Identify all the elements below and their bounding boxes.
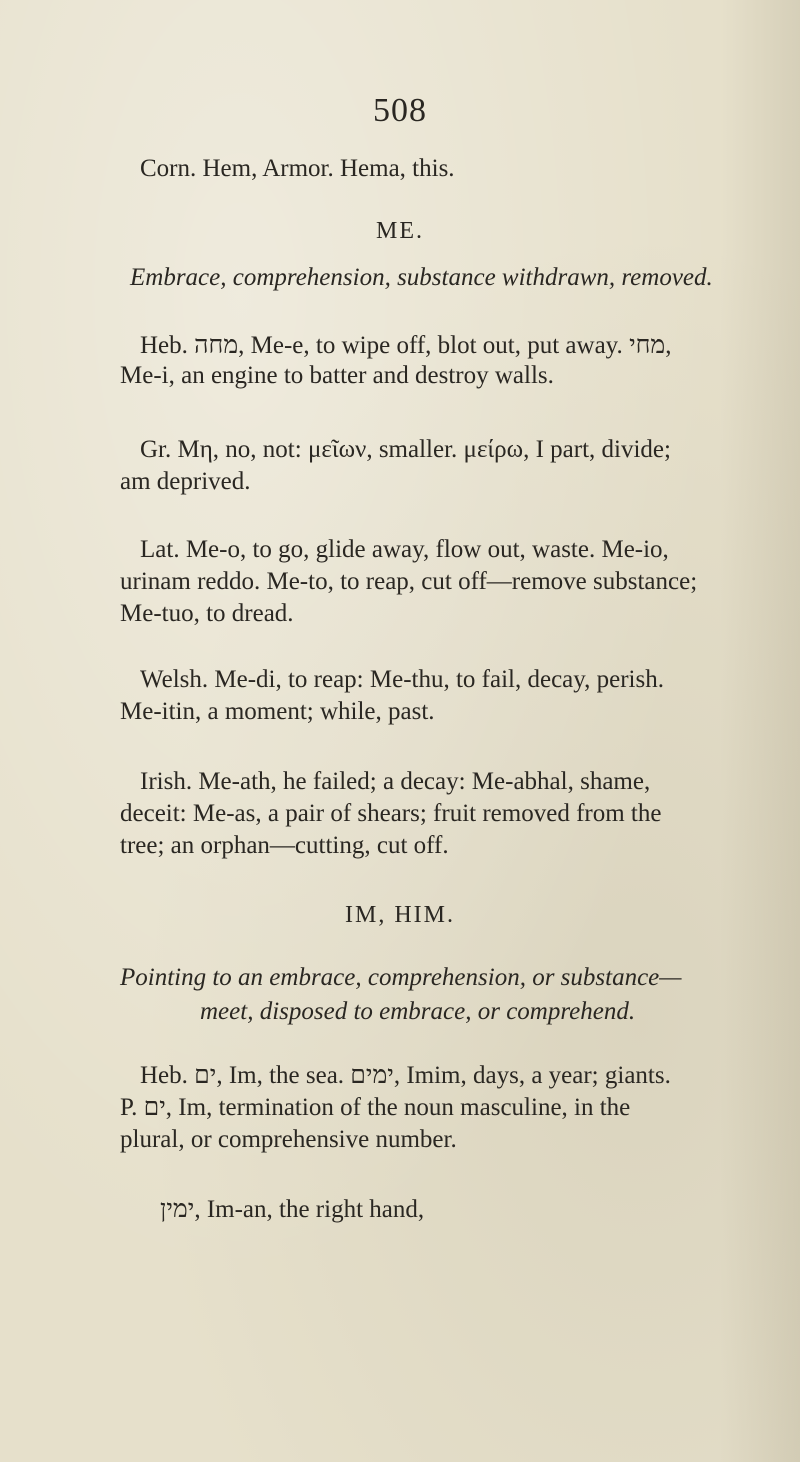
text-line: Me-itin, a moment; while, past. xyxy=(120,698,435,725)
text-line: P. ים, Im, termination of the noun masculine, in the xyxy=(120,1094,631,1121)
text-line: ימין, Im-an, the right hand, xyxy=(160,1196,425,1223)
text-line: tree; an orphan—cutting, cut off. xyxy=(120,832,449,859)
text-line: Heb. ים, Im, the sea. ימים, Imim, days, a year; giants. xyxy=(140,1062,671,1089)
section-heading-im: IM, HIM. xyxy=(345,902,455,928)
text-line: Lat. Me-o, to go, glide away, flow out, waste. Me-io, xyxy=(140,536,669,563)
text-line: Welsh. Me-di, to reap: Me-thu, to fail, decay, perish. xyxy=(140,666,664,693)
text-line: plural, or comprehensive number. xyxy=(120,1126,457,1153)
text-line: Me-i, an engine to batter and destroy walls. xyxy=(120,362,554,389)
text-line: Me-tuo, to dread. xyxy=(120,600,294,627)
page-number: 508 xyxy=(373,92,427,129)
section-heading-me: ME. xyxy=(376,218,424,244)
text-line: deceit: Me-as, a pair of shears; fruit removed from the xyxy=(120,800,662,827)
section-definition: Embrace, comprehension, substance withdrawn, removed. xyxy=(130,264,713,291)
text-line: Heb. מחה, Me-e, to wipe off, blot out, put away. מחי, xyxy=(140,332,672,359)
section-definition: Pointing to an embrace, comprehension, or substance— xyxy=(120,964,682,991)
text-line: Gr. Mη, no, not: μεῖων, smaller. μείρω, I part, divide; xyxy=(140,436,671,463)
section-definition: meet, disposed to embrace, or comprehend. xyxy=(200,998,636,1025)
text-line: urinam reddo. Me-to, to reap, cut off—remove substance; xyxy=(120,568,698,595)
text-line: am deprived. xyxy=(120,468,251,495)
text-line: Irish. Me-ath, he failed; a decay: Me-abhal, shame, xyxy=(140,768,651,795)
text-line: Corn. Hem, Armor. Hema, this. xyxy=(140,155,455,182)
